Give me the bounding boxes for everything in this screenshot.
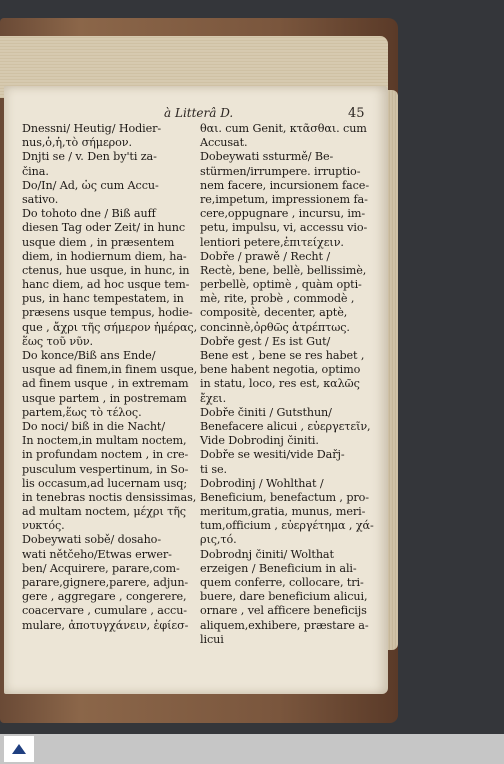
- left-column-line: mulare, ἀποτυγχάνειν, ἐφίεσ-: [22, 618, 189, 632]
- left-column-line: Dnjti se / v. Den by'ti za-: [22, 150, 157, 164]
- left-column-line: Do tohoto dne / Biß auff: [22, 207, 156, 221]
- left-column-line: ad multam noctem, μέχρι τῆς: [22, 505, 186, 519]
- right-column-line: Rectè, bene, bellè, bellissimè,: [200, 263, 367, 277]
- left-column-line: diem, in hodiernum diem, ha-: [22, 249, 187, 263]
- left-column-line: Do/In/ Ad, ὡς cum Accu-: [22, 178, 159, 192]
- right-column-line: cere,oppugnare , incursu, im-: [200, 207, 366, 221]
- right-column-line: ἔχει.: [200, 391, 227, 405]
- left-column-line: ben/ Acquirere, parare,com-: [22, 561, 180, 575]
- left-column-line: ad finem usque , in extremam: [22, 377, 189, 391]
- left-column-line: gere , aggregare , congerere,: [22, 590, 187, 604]
- right-column-line: compositè, decenter, aptè,: [200, 306, 348, 320]
- library-logo-icon: [12, 744, 26, 754]
- left-column-line: usque ad finem,in finem usque,: [22, 363, 198, 377]
- left-column-line: pus, in hanc tempestatem, in: [22, 292, 184, 306]
- right-column-line: tum,officium , εὐεργέτημα , χά-: [200, 519, 374, 533]
- right-column-line: in statu, loco, res est, καλῶς: [200, 377, 360, 391]
- left-column-line: Do konce/Biß ans Ende/: [22, 349, 156, 362]
- left-column-line: in tenebras noctis densissimas,: [22, 490, 197, 504]
- right-column: [200, 122, 384, 647]
- left-column: [22, 122, 197, 633]
- right-column-line: Dobeywati ssturmě/ Be-: [200, 150, 334, 164]
- running-title: à Litterâ D.: [164, 106, 234, 120]
- right-column-line: buere, dare beneficium alicui,: [200, 590, 368, 604]
- left-column-line: coacervare , cumulare , accu-: [22, 604, 187, 618]
- right-column-line: θαι. cum Genit, κτᾶσθαι. cum: [200, 122, 367, 135]
- bottom-bar: [0, 734, 504, 764]
- right-column-line: ti se.: [200, 462, 227, 476]
- book-page: [4, 86, 388, 694]
- right-column-line: ρις,τό.: [200, 533, 237, 547]
- left-column-line: wati nětčeho/Etwas erwer-: [22, 547, 172, 561]
- left-column-line: lis occasum,ad lucernam usq;: [22, 476, 188, 490]
- left-column-line: pusculum vespertinum, in So-: [22, 462, 189, 476]
- right-column-line: erzeigen / Beneficium in ali-: [200, 561, 357, 575]
- right-column-line: nem facere, incursionem face-: [200, 178, 369, 192]
- left-column-line: sativo.: [22, 192, 59, 206]
- right-column-line: ornare , vel afficere beneficijs: [200, 604, 367, 618]
- left-column-line: ἕως τοῦ νῦν.: [22, 334, 93, 348]
- right-column-line: Benefacere alicui , εὐεργετεῖν,: [200, 419, 371, 433]
- right-column-line: lentiori petere,ἐπιτείχειν.: [200, 235, 344, 249]
- right-column-line: petu, impulsu, vi, accessu vio-: [200, 221, 368, 235]
- right-column-line: Accusat.: [200, 136, 248, 150]
- right-column-line: perbellè, optimè , quàm opti-: [200, 278, 362, 292]
- left-column-line: čina.: [22, 164, 49, 178]
- right-column-line: concinnè,ὀρθῶς ἀτρέπτως.: [200, 320, 350, 334]
- right-column-line: Dobře / prawě / Recht /: [200, 249, 331, 263]
- right-column-line: Dobře se wesiti/vide Dařj-: [200, 448, 345, 462]
- left-column-line: ctenus, hue usque, in hunc, in: [22, 263, 190, 277]
- right-column-line: Dobře gest / Es ist Gut/: [200, 334, 331, 348]
- left-column-line: νυκτός.: [22, 519, 65, 533]
- left-column-line: que , ἄχρι τῆς σήμερον ἡμέρας,: [22, 320, 198, 334]
- right-column-line: Beneficium, benefactum , pro-: [200, 490, 369, 504]
- right-column-line: licui: [200, 632, 224, 646]
- right-column-line: mè, rite, probè , commodè ,: [200, 292, 355, 306]
- right-column-line: re,impetum, impressionem fa-: [200, 192, 368, 206]
- left-column-line: in profundam noctem , in cre-: [22, 448, 189, 462]
- left-column-line: usque partem , in postremam: [22, 391, 187, 405]
- left-column-line: usque diem , in præsentem: [22, 235, 175, 249]
- left-column-line: Dobeywati sobě/ dosaho-: [22, 533, 161, 547]
- right-column-line: Dobrodnj činiti/ Wolthat: [200, 547, 334, 561]
- left-column-line: hanc diem, ad hoc usque tem-: [22, 278, 190, 292]
- right-column-line: bene habent negotia, optimo: [200, 363, 361, 377]
- left-column-line: parare,gignere,parere, adjun-: [22, 576, 189, 589]
- left-column-line: In noctem,in multam noctem,: [22, 434, 187, 448]
- left-column-line: Dnessni/ Heutig/ Hodier-: [22, 122, 162, 135]
- left-column-line: præsens usque tempus, hodie-: [22, 306, 193, 320]
- left-column-line: Do noci/ biß in die Nacht/: [22, 419, 165, 433]
- right-column-line: stürmen/irrumpere. irruptio-: [200, 164, 361, 178]
- left-column-line: diesen Tag oder Zeit/ in hunc: [22, 221, 185, 235]
- right-column-line: aliquem,exhibere, præstare a-: [200, 618, 369, 632]
- right-column-line: Vide Dobrodinj činiti.: [200, 434, 319, 448]
- right-column-line: meritum,gratia, munus, meri-: [200, 505, 366, 519]
- left-column-line: partem,ἕως τὸ τέλος.: [22, 405, 142, 419]
- right-column-line: Bene est , bene se res habet ,: [200, 349, 365, 362]
- right-column-line: Dobře činiti / Gutsthun/: [200, 405, 332, 419]
- library-logo: [4, 736, 34, 762]
- right-column-line: quem conferre, collocare, tri-: [200, 576, 364, 589]
- right-column-line: Dobrodinj / Wohlthat /: [200, 476, 324, 490]
- left-column-line: nus,ὁ,ἡ,τὸ σήμερον.: [22, 136, 132, 150]
- page-number: 45: [348, 106, 365, 121]
